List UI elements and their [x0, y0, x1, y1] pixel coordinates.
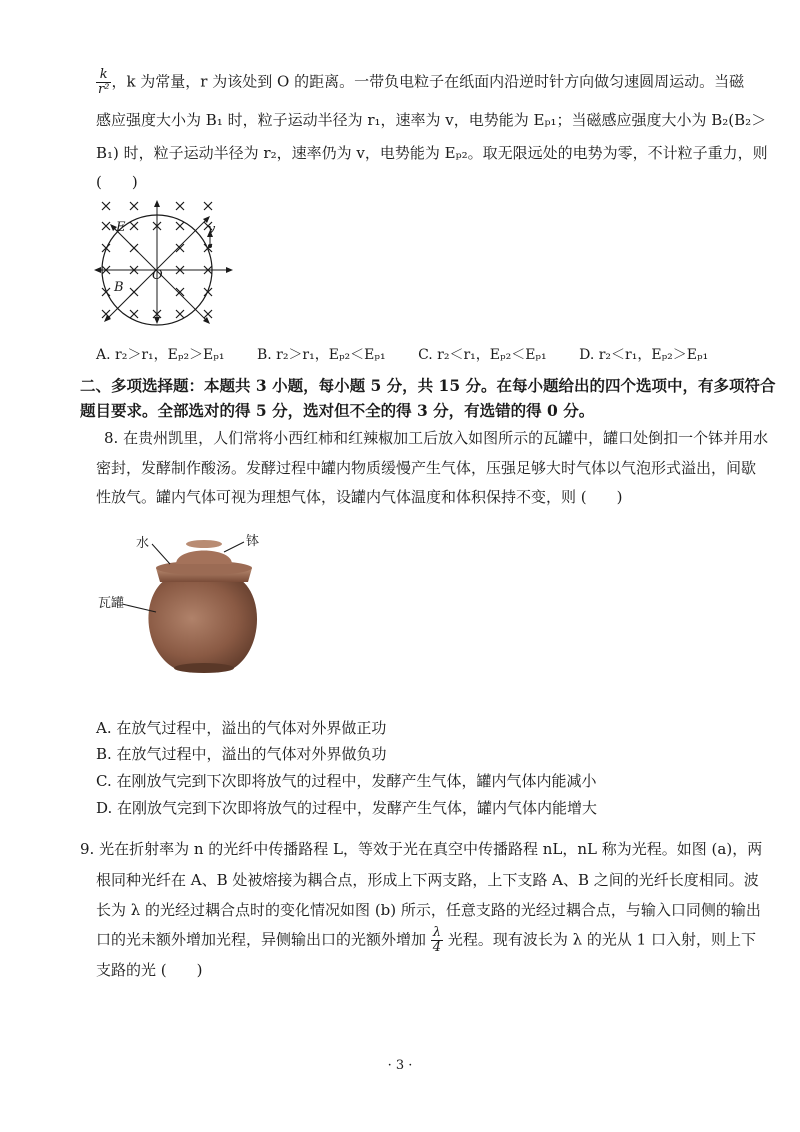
q7-option-c: C. r₂＜r₁，Eₚ₂＜Eₚ₁: [418, 347, 547, 363]
q8-line2: 密封，发酵制作酸汤。发酵过程中罐内物质缓慢产生气体，压强足够大时气体以气泡形式溢出，间歇: [96, 459, 757, 477]
section-header-line2: 题目要求。全部选对的得 5 分，选对但不全的得 3 分，有选错的得 0 分。: [80, 401, 595, 420]
field-cross-mark: [130, 310, 138, 318]
field-cross-mark: [176, 244, 184, 252]
field-cross-mark: [176, 222, 184, 230]
q9-line5: 支路的光 ( ): [96, 961, 203, 979]
q9-line4: 口的光未额外增加光程，异侧输出口的光额外增加 $\frac{\lambda}{4}$ 光程。现有波长为 λ 的光从 1 口入射，则上下: [96, 925, 756, 955]
field-cross-mark: [176, 288, 184, 296]
field-cross-mark: [130, 222, 138, 230]
q9-line3: 长为 λ 的光经过耦合点时的变化情况如图 (b) 所示，任意支路的光经过耦合点，与输入口同侧的输出: [96, 901, 761, 919]
page-number: · 3 ·: [387, 1058, 413, 1073]
q7-option-d: D. r₂＜r₁，Eₚ₂＞Eₚ₁: [579, 347, 709, 363]
field-cross-mark: [102, 222, 110, 230]
q8-line1: 8. 在贵州凯里，人们常将小西红柿和红辣椒加工后放入如图所示的瓦罐中，罐口处倒扣一个钵并用水: [104, 429, 769, 447]
field-cross-mark: [204, 202, 212, 210]
field-diagram: [90, 196, 240, 326]
field-cross-mark: [176, 202, 184, 210]
q9-line2: 根同种光纤在 A、B 处被熔接为耦合点，形成上下两支路，上下支路 A、B 之间的光纤长度相同。波: [96, 871, 759, 889]
label-O: O: [152, 268, 163, 283]
q8-option-c: C. 在刚放气完到下次即将放气的过程中，发酵产生气体，罐内气体内能减小: [96, 772, 597, 790]
field-cross-mark: [176, 310, 184, 318]
label-jar: 瓦罐: [98, 596, 125, 611]
q7-option-b: B. r₂＞r₁，Eₚ₂＜Eₚ₁: [256, 347, 386, 363]
q7-line2: 感应强度大小为 B₁ 时，粒子运动半径为 r₁，速率为 v，电势能为 Eₚ₁；当磁感应强度大小为 B₂(B₂＞: [96, 111, 767, 129]
q9-line1: 9. 光在折射率为 n 的光纤中传播路程 L，等效于光在真空中传播路程 nL，nL 称为光程。如图 (a)，两: [80, 840, 763, 858]
q7-line3: B₁) 时，粒子运动半径为 r₂，速率仍为 v，电势能为 Eₚ₂。取无限远处的电势为零，不计粒子重力，则: [96, 144, 768, 162]
q8-jar-figure: [96, 528, 316, 688]
field-cross-mark: [204, 310, 212, 318]
label-v: v: [208, 222, 216, 237]
label-bowl: 钵: [246, 534, 260, 549]
q8-option-b: B. 在放气过程中，溢出的气体对外界做负功: [96, 745, 387, 763]
label-B: B: [114, 280, 124, 295]
q8-option-d: D. 在刚放气完到下次即将放气的过程中，发酵产生气体，罐内气体内能增大: [96, 799, 598, 817]
section-header-line1: 二、多项选择题：本题共 3 小题，每小题 5 分，共 15 分。在每小题给出的四个选项中，有多项符合: [80, 376, 776, 395]
field-cross-mark: [130, 202, 138, 210]
q7-line1: $\frac{k}{\text{r²}}$ ，k 为常量，r 为该处到 O 的距离。一带负电粒子在纸面内沿逆时针方向做匀速圆周运动。当磁: [98, 67, 745, 97]
field-cross-mark: [102, 202, 110, 210]
q7-options: [96, 344, 736, 364]
q8-line3: 性放气。罐内气体可视为理想气体，设罐内气体温度和体积保持不变，则 ( ): [96, 488, 623, 506]
q8-option-a: A. 在放气过程中，溢出的气体对外界做正功: [96, 719, 387, 737]
q7-field-figure: [90, 196, 240, 326]
q9-fraction: $\frac{\lambda}{4}$: [432, 925, 442, 955]
label-E: E: [116, 220, 126, 235]
label-water: 水: [136, 536, 150, 551]
q7-line4: ( ): [96, 173, 138, 191]
clay-jar-illustration: [96, 528, 316, 688]
q7-fraction: $\frac{k}{\text{r²}}$: [98, 67, 110, 97]
q7-option-a: A. r₂＞r₁，Eₚ₂＞Eₚ₁: [96, 347, 225, 363]
